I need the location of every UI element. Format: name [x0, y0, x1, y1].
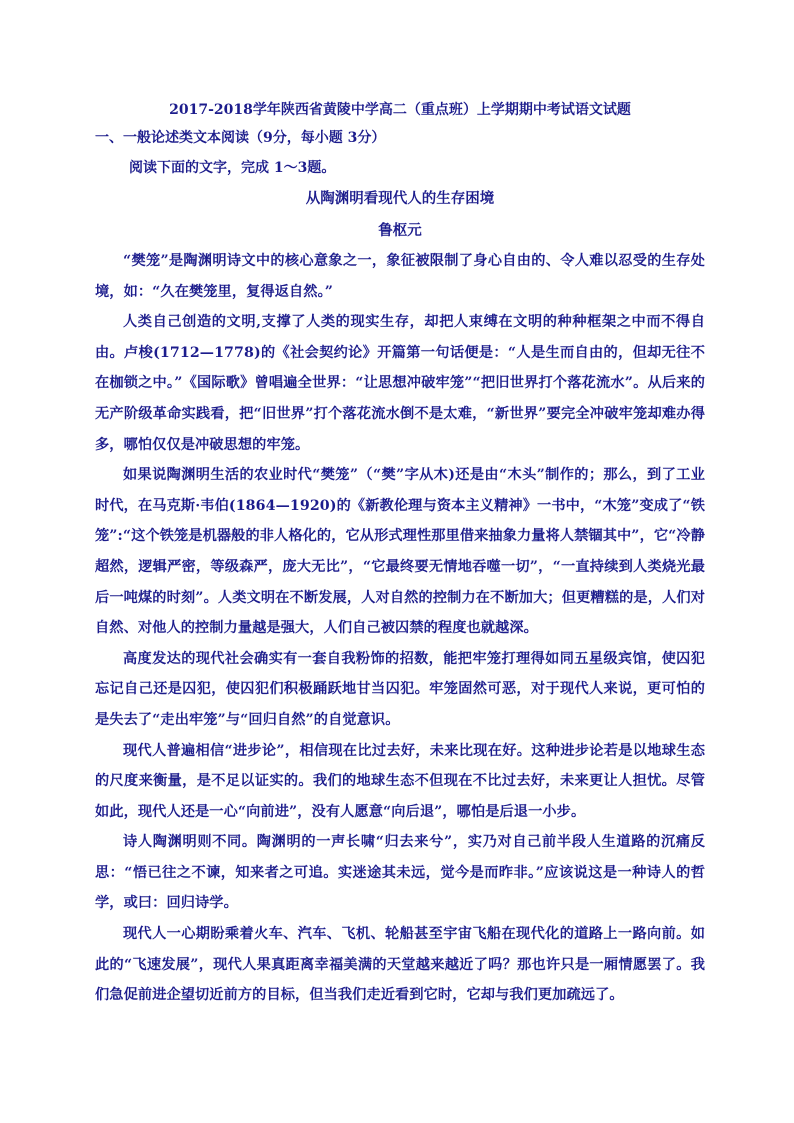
- exam-page: [95, 96, 705, 1011]
- reading-instruction: 阅读下面的文字，完成 1～3题。: [129, 160, 336, 176]
- paragraph-7: 现代人一心期盼乘着火车、汽车、飞机、轮船甚至宇宙飞船在现代化的道路上一路向前。如此的“飞速发展”，现代人果真距离幸福美满的天堂越来越近了吗？那也许只是一厢情愿罢了。我们急促前进企望切近前方的目标，但当我们走近看到它时，它却与我们更加疏远了。: [95, 926, 705, 1004]
- paragraph-2: 人类自己创造的文明,支撑了人类的现实生存，却把人束缚在文明的种种框架之中而不得自由。卢梭(1712—1778)的《社会契约论》开篇第一句话便是：“人是生而自由的，但却无往不在枷锁之中。”《国际歌》曾唱遍全世界：“让思想冲破牢笼”“把旧世界打个落花流水”。从后来的无产阶级革命实践看，把“旧世界”打个落花流水倒不是太难，“新世界”要完全冲破牢笼却难办得多，哪怕仅仅是冲破思想的牢笼。: [95, 314, 705, 453]
- paragraph-1: “樊笼”是陶渊明诗文中的核心意象之一，象征被限制了身心自由的、令人难以忍受的生存处境，如：“久在樊笼里，复得返自然。”: [95, 253, 705, 300]
- paragraph-5: 现代人普遍相信“进步论”，相信现在比过去好，未来比现在好。这种进步论若是以地球生态的尺度来衡量，是不足以证实的。我们的地球生态不但现在不比过去好，未来更让人担忧。尽管如此，现代人还是一心“向前进”，没有人愿意“向后退”，哪怕是后退一小步。: [95, 742, 705, 820]
- article-author: 鲁枢元: [378, 222, 422, 239]
- paragraph-4: 高度发达的现代社会确实有一套自我粉饰的招数，能把牢笼打理得如同五星级宾馆，使囚犯忘记自己还是囚犯，使囚犯们积极踊跃地甘当囚犯。牢笼固然可恶，对于现代人来说，更可怕的是失去了“走出牢笼”与“回归自然”的自觉意识。: [95, 650, 705, 728]
- paragraph-6: 诗人陶渊明则不同。陶渊明的一声长啸“归去来兮”，实乃对自己前半段人生道路的沉痛反思：“悟已往之不谏，知来者之可追。实迷途其未远，觉今是而昨非。”应该说这是一种诗人的哲学，或曰：回归诗学。: [95, 834, 705, 912]
- paragraph-3: 如果说陶渊明生活的农业时代“樊笼”（“樊”字从木)还是由“木头”制作的；那么，到了工业时代，在马克斯·韦伯(1864—1920)的《新教伦理与资本主义精神》一书中，“木笼”变成了“铁笼”:“这个铁笼是机器般的非人格化的，它从形式理性那里借来抽象力量将人禁锢其中”，它“冷静超然，逻辑严密，等级森严，庞大无比”，“它最终要无情地吞噬一切”，“一直持续到人类烧光最后一吨煤的时刻”。人类文明在不断发展，人对自然的控制力在不断加大；但更糟糕的是，人们对自然、对他人的控制力量越是强大，人们自己被囚禁的程度也就越深。: [95, 467, 705, 637]
- article-title: 从陶渊明看现代人的生存困境: [305, 190, 495, 207]
- exam-title: 2017-2018学年陕西省黄陵中学高二（重点班）上学期期中考试语文试题: [169, 102, 631, 118]
- section-heading: 一、一般论述类文本阅读（9分，每小题 3分）: [95, 130, 386, 146]
